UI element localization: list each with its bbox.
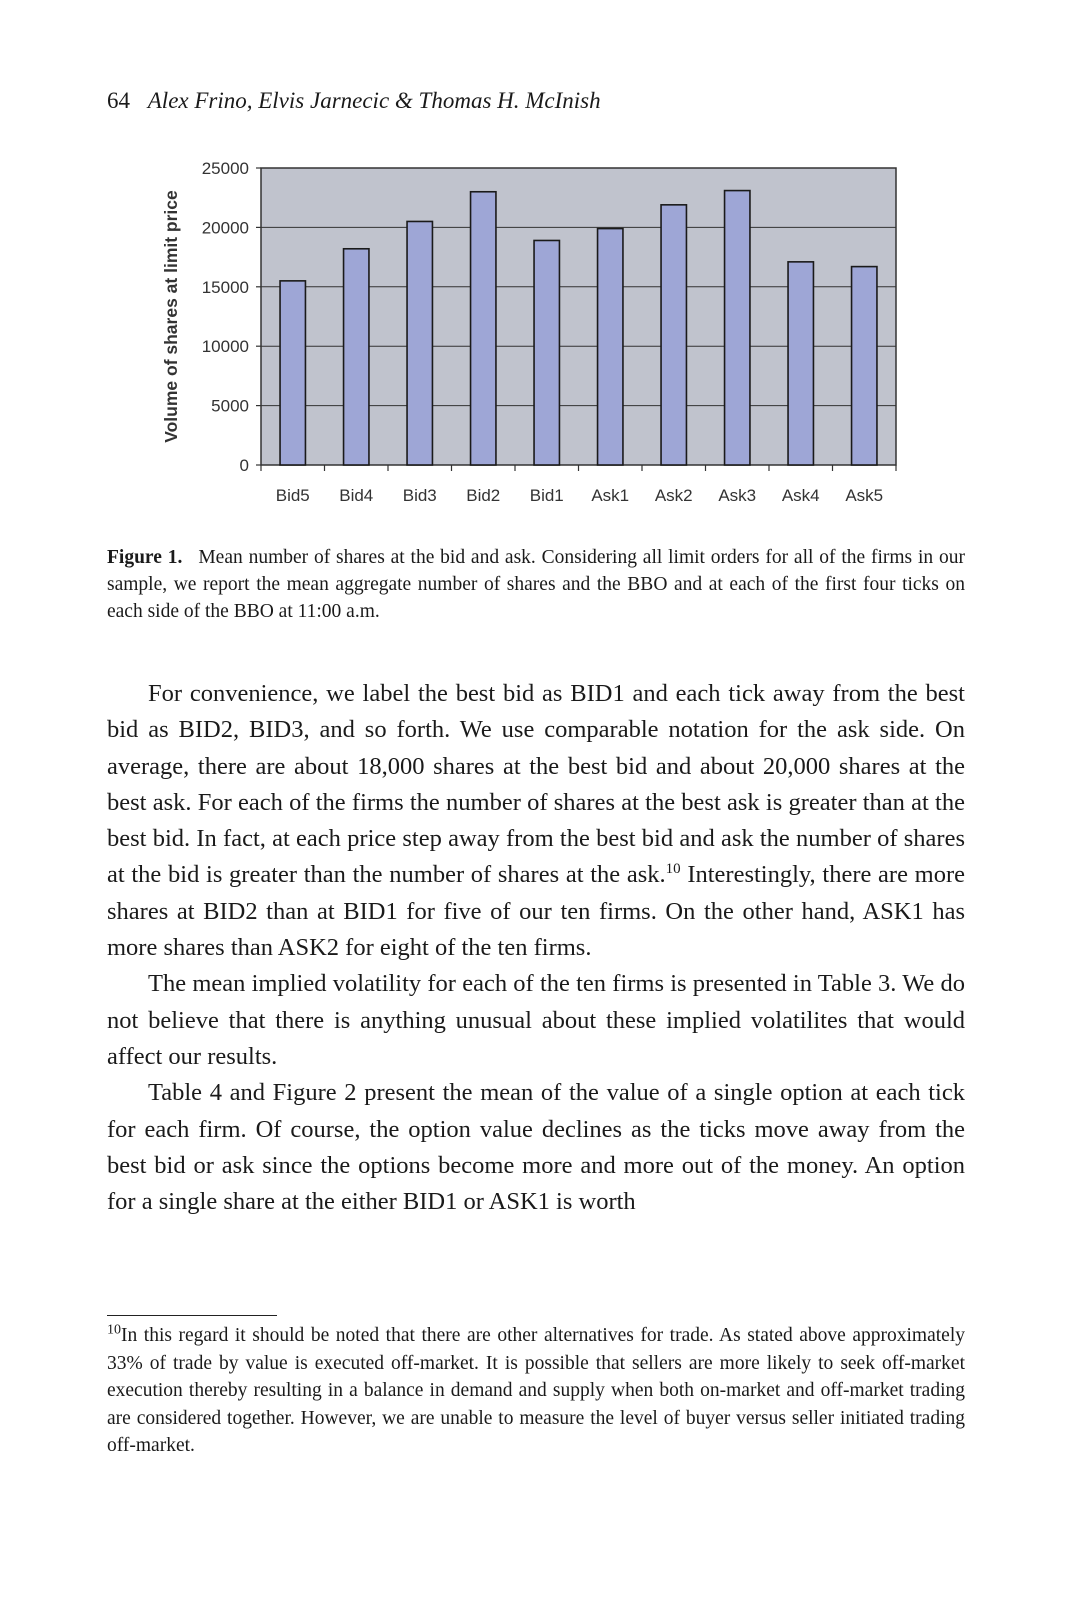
x-tick-label: Bid5 [275,486,310,505]
x-tick-label: Bid3 [402,486,437,505]
paragraph-1 [107,676,965,966]
x-tick-label: Bid1 [529,486,564,505]
paragraph-2: The mean implied volatility for each of the ten firms is presented in Table 3. We do not believe that there is anything unusual about these implied volatilites that would affect our results. [107,970,965,1070]
footnote [107,1322,965,1460]
bar [344,249,369,465]
x-tick-label: Bid2 [466,486,501,505]
bar [661,205,686,465]
x-tick-label: Bid4 [339,486,374,505]
bar [852,267,877,465]
bar [598,229,623,465]
y-axis-label: Volume of shares at limit price [161,190,181,443]
x-tick-label: Ask4 [781,486,820,505]
x-tick-label: Ask2 [654,486,693,505]
footnote-divider [107,1315,277,1316]
footnote-text: In this regard it should be noted that there are other alternatives for trade. As stated above approximately 33% of trade by value is executed off-market. It is possible that sellers are more likely to seek off-market execution thereby resulting in a balance in demand and supply when both on-market and off-market trading are considered together. However, we are unable to measure the level of buyer versus seller initiated trading off-market. [107,1325,965,1457]
y-tick-label: 5000 [211,396,249,416]
footnote-marker: 10 [107,1322,121,1338]
bar [471,192,496,465]
bar [788,262,813,465]
running-head-authors: Alex Frino, Elvis Jarnecic & Thomas H. McInish [147,88,601,113]
y-tick-label: 20000 [201,218,249,238]
page-number: 64 [107,88,130,113]
bar [407,221,432,465]
y-tick-label: 10000 [201,337,249,357]
bar [534,240,559,465]
x-tick-label: Ask5 [845,486,884,505]
figure-label: Figure 1. [107,547,183,568]
y-tick-label: 25000 [201,159,249,178]
bar [280,281,305,465]
x-tick-label: Ask3 [718,486,757,505]
figure-1-caption [107,544,965,625]
bar-chart [150,150,930,520]
paragraph-1-part-a: For convenience, we label the best bid as BID1 and each tick away from the best bid as BID2, BID3, and so forth. We use comparable notation for the ask side. On average, there are about 18,000 shares at the best bid and about 20,000 shares at the best ask. For each of the firms the number of shares at the best ask is greater than at the best bid. In fact, at each price step away from the best bid and ask the number of shares at the bid is greater than the number of shares at the ask. [107,680,965,889]
bar [725,191,750,465]
y-tick-label: 15000 [201,277,249,297]
paragraph-3: Table 4 and Figure 2 present the mean of the value of a single option at each tick for each firm. Of course, the option value declines as the ticks move away from the best bid or ask since the options become more and more out of the money. An option for a single share at the either BID1 or ASK1 is worth [107,1079,965,1216]
running-head [107,86,601,116]
y-tick-label: 0 [239,456,249,475]
figure-caption-text: Mean number of shares at the bid and ask. Considering all limit orders for all of the firms in our sample, we report the mean aggregate number of shares and the BBO and at each of the first four ticks on each side of the BBO at 11:00 a.m. [107,547,965,622]
footnote-reference[interactable]: 10 [665,861,681,878]
x-tick-label: Ask1 [591,486,630,505]
figure-1-chart [150,150,930,520]
body-text [107,676,965,1220]
paragraph-1-part-b: Interestingly, there are more shares at BID2 than at BID1 for five of our ten firms. On the other hand, ASK1 has more shares than ASK2 for eight of the ten firms. [107,861,965,962]
